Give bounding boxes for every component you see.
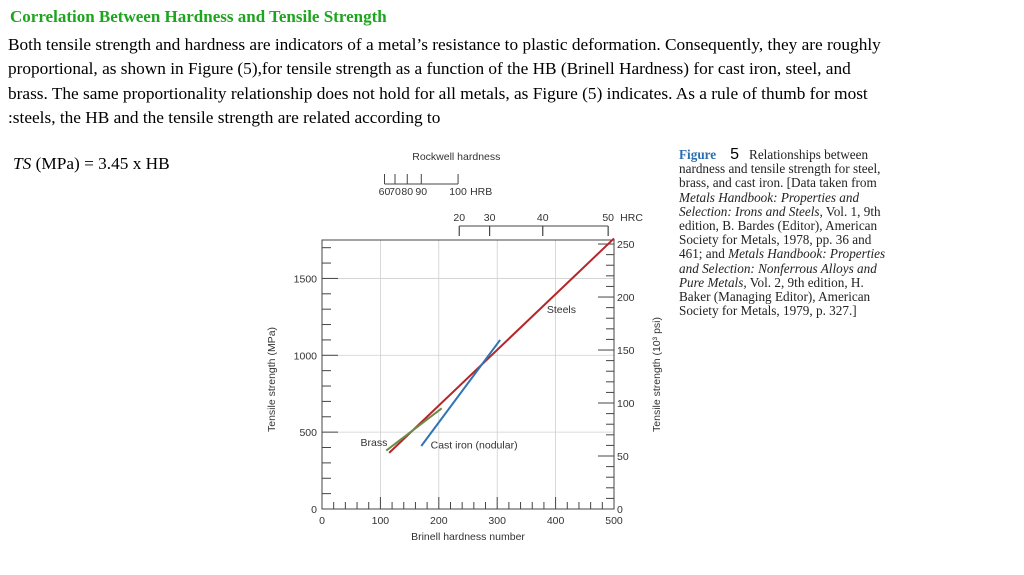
formula-expression: (MPa) = 3.45 x HB <box>31 154 170 173</box>
hrc-tick-label: 50 <box>602 212 615 224</box>
x-tick-label: 500 <box>605 515 623 527</box>
x-tick-label: 100 <box>371 515 390 527</box>
formula <box>13 154 170 174</box>
x-axis-title: Brinell hardness number <box>411 531 525 543</box>
caption-text-3: Metals Handbook: Properties and Selection: Nonferrous Alloys and Pure Metals, <box>679 246 886 290</box>
y-axis-title: Tensile strength (MPa) <box>266 326 278 433</box>
figure-word: Figure <box>679 147 717 162</box>
caption-text-4: Vol. 2, 9th edition, H. Baker (Managing Editor), American Society for Metals, 1979, p. 327.] <box>679 274 871 319</box>
y-tick-label: 1000 <box>293 350 317 363</box>
y2-tick-label: 50 <box>617 451 629 464</box>
hrc-tick-label: 20 <box>453 212 466 224</box>
y2-tick-label: 200 <box>617 292 635 305</box>
hrb-tick-label: 90 <box>415 186 428 198</box>
hrb-tick-label: 80 <box>401 186 414 198</box>
figure-number: 5 <box>730 146 740 163</box>
rockwell-title: Rockwell hardness <box>412 151 501 163</box>
hrb-tick-label: 60 <box>378 186 391 198</box>
figure-caption <box>679 148 894 318</box>
x-tick-label: 0 <box>319 515 325 527</box>
hrb-label: HRB <box>470 186 493 198</box>
hrb-tick-label: 70 <box>389 186 401 198</box>
caption-text-0: Relationships between nardness and tensile strength for steel, brass, and cast iron. [Data taken from <box>679 147 881 191</box>
hrc-tick-label: 40 <box>536 212 549 224</box>
series-label-brass: Brass <box>360 436 388 449</box>
x-tick-label: 200 <box>430 515 448 527</box>
y2-tick-label: 150 <box>617 345 635 358</box>
hrc-label: HRC <box>620 212 643 224</box>
caption-text-2: Vol. 1, 9th edition, B. Bardes (Editor), American Society for Metals, 1978, pp. 36 and 461; and <box>679 203 881 262</box>
series-label-cast-iron: Cast iron (nodular) <box>430 439 518 452</box>
y2-tick-label: 0 <box>617 504 623 516</box>
body-paragraph <box>8 33 1016 130</box>
y-tick-label: 0 <box>311 504 317 516</box>
hardness-strength-chart <box>255 140 665 570</box>
hrb-tick-label: 100 <box>449 186 467 198</box>
page-heading: Correlation Between Hardness and Tensile Strength <box>10 7 387 26</box>
paragraph-line: Both tensile strength and hardness are indicators of a metal’s resistance to plastic deformation. Consequently, they are roughly <box>8 35 881 54</box>
y2-tick-label: 100 <box>617 398 635 411</box>
series-line-steels <box>389 238 614 452</box>
y-tick-label: 500 <box>299 427 317 440</box>
caption-text-1: Metals Handbook: Properties and Selection: Irons and Steels, <box>679 189 860 219</box>
y-tick-label: 1500 <box>293 273 317 286</box>
paragraph-line: :steels, the HB and the tensile strength are related according to <box>8 107 441 127</box>
hrc-tick-label: 30 <box>483 212 496 224</box>
x-tick-label: 300 <box>488 515 506 527</box>
paragraph-line: brass. The same proportionality relationship does not hold for all metals, as Figure (5) indicates. As a rule of thumb for most <box>8 83 868 103</box>
x-tick-label: 400 <box>546 515 565 527</box>
series-label-steels: Steels <box>546 304 577 317</box>
y2-axis-title: Tensile strength (10³ psi) <box>651 317 663 432</box>
paragraph-line: proportional, as shown in Figure (5),for tensile strength as a function of the HB (Brinell Hardness) for cast iron, steel, and <box>8 59 851 79</box>
series-line-cast-iron-nodular <box>421 340 500 446</box>
y2-tick-label: 250 <box>617 239 635 252</box>
formula-variable: TS <box>13 154 32 173</box>
